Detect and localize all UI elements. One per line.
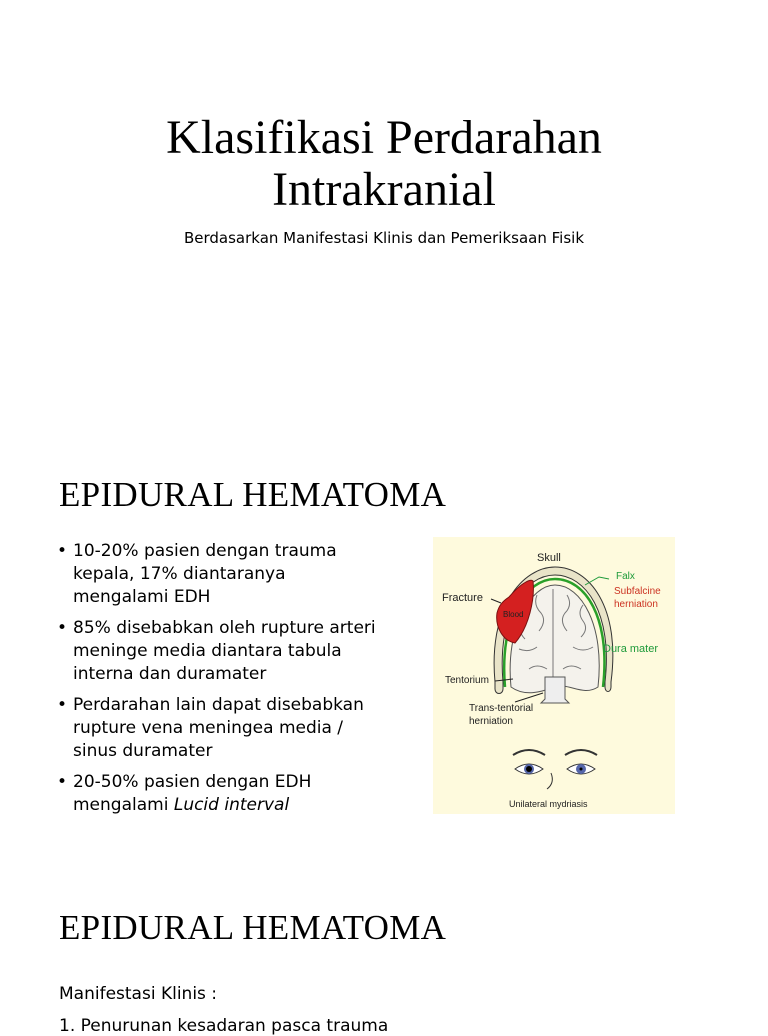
- title-line-2: Intrakranial: [272, 163, 496, 216]
- bullet-item: • 85% disebabkan oleh rupture arteri meninge media diantara tabula interna dan duramater: [57, 618, 376, 684]
- slide-title-heading: [0, 112, 768, 216]
- label-trans-tentorial-2: herniation: [469, 716, 513, 727]
- trans-tentorial-pointer: [515, 693, 543, 702]
- bullet-dot: •: [57, 772, 68, 792]
- edh-diagram: [433, 537, 675, 814]
- slide-heading: EPIDURAL HEMATOMA: [59, 908, 447, 947]
- lucid-interval-emphasis: Lucid interval: [173, 795, 290, 815]
- bullet-item: • Perdarahan lain dapat disebabkan rupture vena meningea media / sinus duramater: [57, 695, 364, 761]
- label-fracture: Fracture: [442, 592, 483, 604]
- fracture-pointer: [491, 599, 501, 603]
- label-blood: Blood: [503, 610, 524, 619]
- normal-pupil: [580, 768, 583, 771]
- label-unilateral-mydriasis: Unilateral mydriasis: [509, 799, 588, 809]
- label-falx: Falx: [616, 571, 635, 582]
- brain-herniation-illustration: [433, 537, 675, 814]
- title-line-1: Klasifikasi Perdarahan: [166, 111, 602, 164]
- slide-subtitle: Berdasarkan Manifestasi Klinis dan Pemeriksaan Fisik: [183, 229, 585, 247]
- slide-title: [0, 0, 768, 432]
- bullet-item: • 10-20% pasien dengan trauma kepala, 17% diantaranya mengalami EDH: [57, 541, 337, 607]
- nose-line: [547, 773, 552, 789]
- label-trans-tentorial-1: Trans-tentorial: [469, 703, 534, 714]
- slide-epidural-hematoma-manifestasi: [0, 880, 768, 1036]
- manifestasi-item-1: 1. Penurunan kesadaran pasca trauma: [59, 1016, 389, 1036]
- bullet-list: [55, 540, 385, 825]
- manifestasi-label: Manifestasi Klinis :: [59, 984, 218, 1004]
- slide-heading: EPIDURAL HEMATOMA: [59, 475, 447, 514]
- slide-epidural-hematoma: [0, 445, 768, 865]
- right-eyebrow: [565, 750, 597, 755]
- brainstem-shape: [541, 677, 569, 703]
- bullet-dot: •: [57, 618, 68, 638]
- left-eyebrow: [513, 750, 545, 755]
- label-subfalcine-2: herniation: [614, 599, 658, 610]
- label-subfalcine-1: Subfalcine: [614, 586, 661, 597]
- label-dura-mater: Dura mater: [603, 643, 659, 655]
- label-tentorium: Tentorium: [445, 675, 489, 686]
- bullet-dot: •: [57, 695, 68, 715]
- bullet-item: • 20-50% pasien dengan EDH mengalami Lucid interval: [57, 772, 312, 815]
- dilated-pupil: [526, 766, 532, 772]
- label-skull: Skull: [537, 552, 561, 564]
- bullet-dot: •: [57, 541, 68, 561]
